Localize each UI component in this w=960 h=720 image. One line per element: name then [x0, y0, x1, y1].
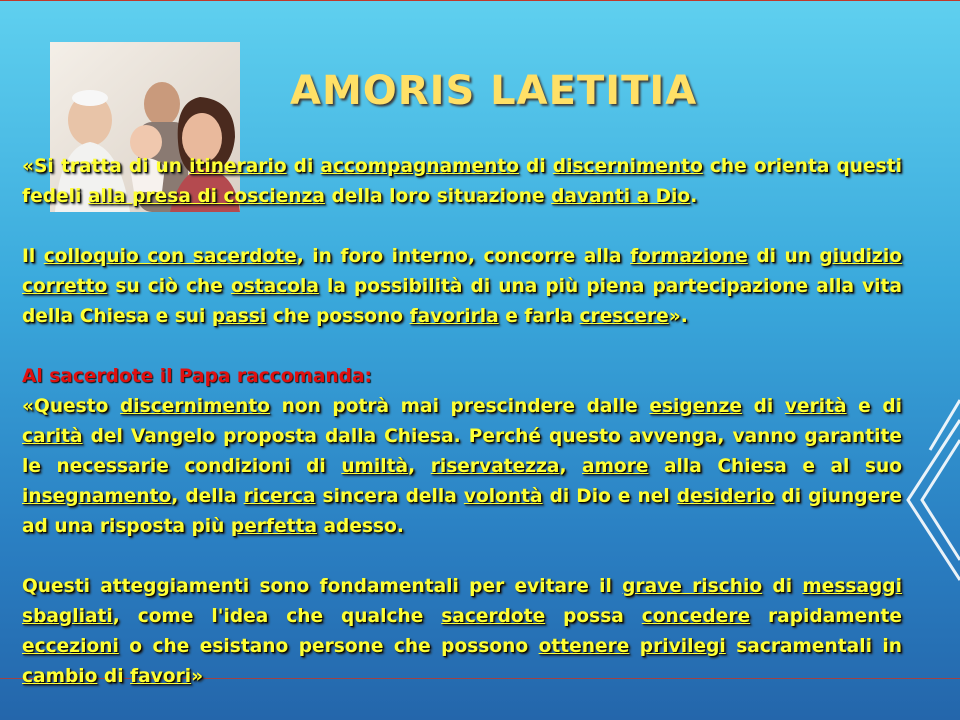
paragraph-discernimento [22, 392, 902, 542]
text-run [629, 636, 639, 657]
underlined-term: umiltà [341, 456, 409, 477]
text-run: , come l'idea che qualche [112, 606, 442, 627]
text-run: o che esistano persone che possono [118, 636, 539, 657]
decorative-chevrons [900, 380, 960, 720]
underlined-term: formazione [630, 246, 748, 267]
paragraph-atteggiamenti [22, 572, 902, 692]
text-run: , [559, 456, 583, 477]
underlined-term: carità [22, 426, 83, 447]
underlined-term: perfetta [230, 516, 318, 537]
underlined-term: esigenze [649, 396, 743, 417]
underlined-term: cambio [22, 666, 98, 687]
underlined-term: accompagnamento [320, 156, 519, 177]
text-run: di un [747, 246, 820, 267]
text-run: sacramentali in [725, 636, 902, 657]
underlined-term: discernimento [552, 156, 703, 177]
underlined-term: sbagliati [22, 606, 113, 627]
underlined-term: grave rischio [622, 576, 763, 597]
text-run: della loro situazione [324, 186, 552, 207]
text-run: adesso. [317, 516, 404, 537]
text-run: Questi atteggiamenti sono fondamentali per evitare il [22, 576, 623, 597]
text-run: di Dio e nel [542, 486, 677, 507]
paragraph-spacer [22, 542, 902, 572]
text-run: sincera della [315, 486, 464, 507]
paragraph-colloquio [22, 242, 902, 332]
underlined-term: crescere [579, 306, 669, 327]
text-run: di [762, 576, 803, 597]
underlined-term: favori [130, 666, 192, 687]
text-run: di [742, 396, 785, 417]
text-run: , della [171, 486, 244, 507]
text-run: «Si tratta di un [22, 156, 190, 177]
underlined-term: sacerdote [441, 606, 546, 627]
text-run: . [690, 186, 698, 207]
text-run: che orienta questi fedeli [22, 156, 902, 207]
text-run: la possibilità di una più piena partecipazione alla vita della Chiesa e sui [22, 276, 902, 327]
underlined-term: amore [582, 456, 649, 477]
chevron-line [922, 440, 960, 560]
text-run: di [519, 156, 553, 177]
underlined-term: privilegi [639, 636, 726, 657]
text-run: e farla [498, 306, 580, 327]
top-border-line [0, 0, 960, 1]
text-run: e di [846, 396, 903, 417]
text-run: non potrà mai prescindere dalle [270, 396, 650, 417]
slide-title: AMORIS LAETITIA [290, 68, 698, 114]
text-run: di [97, 666, 131, 687]
underlined-term: ottenere [538, 636, 630, 657]
text-run: alla Chiesa e al suo [648, 456, 902, 477]
underlined-term: alla presa di coscienza [87, 186, 325, 207]
text-run: rapidamente [750, 606, 902, 627]
text-run: su ciò che [107, 276, 231, 297]
underlined-term: giudizio corretto [22, 246, 902, 297]
text-run: » [191, 666, 204, 687]
underlined-term: ostacola [230, 276, 319, 297]
text-run: del Vangelo proposta dalla Chiesa. Perché questo avvenga, vanno garantite le necessarie condizioni di [22, 426, 902, 477]
underlined-term: colloquio con sacerdote [43, 246, 297, 267]
text-run: di giungere ad una risposta più [22, 486, 902, 537]
text-run: possa [545, 606, 642, 627]
underlined-term: eccezioni [22, 636, 119, 657]
underlined-term: concedere [641, 606, 751, 627]
text-run: che possono [266, 306, 410, 327]
underlined-term: davanti a Dio [551, 186, 691, 207]
underlined-term: passi [211, 306, 267, 327]
underlined-term: discernimento [119, 396, 271, 417]
underlined-term: riservatezza [430, 456, 560, 477]
underlined-term: insegnamento [22, 486, 172, 507]
underlined-term: favorirla [409, 306, 499, 327]
underlined-term: itinerario [189, 156, 287, 177]
text-run: di [286, 156, 321, 177]
paragraph-itinerario [22, 152, 902, 212]
underlined-term: ricerca [243, 486, 316, 507]
text-run: , [408, 456, 431, 477]
paragraph-spacer [22, 212, 902, 242]
underlined-term: desiderio [676, 486, 775, 507]
underlined-term: volontà [463, 486, 543, 507]
underlined-term: messaggi [802, 576, 902, 597]
text-run: «Questo [22, 396, 120, 417]
text-run: ». [668, 306, 688, 327]
underlined-term: verità [784, 396, 847, 417]
body-text [22, 152, 902, 692]
text-run: , in foro interno, concorre alla [296, 246, 631, 267]
text-run: Il [22, 246, 44, 267]
section-heading: Al sacerdote il Papa raccomanda: [22, 366, 372, 387]
paragraph-spacer [22, 332, 902, 362]
